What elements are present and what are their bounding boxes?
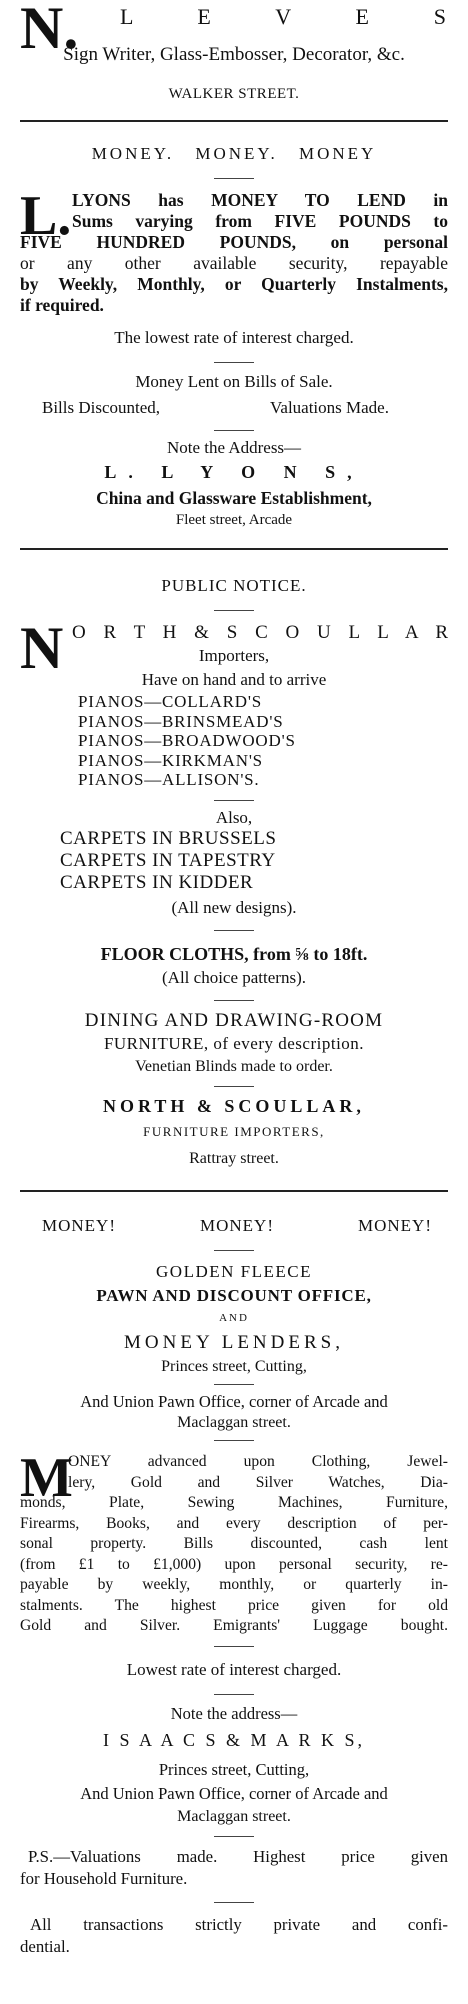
short-rule: [214, 1250, 254, 1251]
drop-cap-initial: L.: [20, 185, 72, 247]
short-rule: [214, 1000, 254, 1001]
short-rule: [214, 1086, 254, 1087]
firm-name: O R T H & S C O U L L A R: [72, 622, 448, 643]
establishment: China and Glassware Establishment,: [96, 488, 372, 508]
paragraph-line: Firearms, Books, and every description of per-: [20, 1514, 448, 1532]
short-rule: [214, 362, 254, 363]
money-lenders: MONEY LENDERS,: [124, 1332, 344, 1353]
bills-discounted: Bills Discounted,: [42, 398, 161, 417]
section-divider: [20, 548, 448, 550]
bills-of-sale: Money Lent on Bills of Sale.: [135, 372, 333, 391]
paragraph-line: by Weekly, Monthly, or Quarterly Instalments,: [20, 274, 448, 294]
lending-paragraph: [20, 185, 448, 316]
paragraph-line: Gold and Silver. Emigrants' Luggage bought.: [20, 1617, 448, 1634]
postscript: [20, 1846, 448, 1890]
short-rule: [214, 1694, 254, 1695]
ad-heading: MONEY. MONEY. MONEY: [91, 144, 377, 163]
union-pawn: And Union Pawn Office, corner of Arcade and: [80, 1784, 388, 1803]
firm-name: I S A A C S & M A R K S,: [102, 1730, 366, 1750]
paragraph-line: ONEY advanced upon Clothing, Jewel-: [68, 1453, 448, 1470]
piano-item: PIANOS—ALLISON'S.: [78, 770, 260, 789]
short-rule: [214, 1836, 254, 1837]
maclaggan-street: Maclaggan street.: [177, 1414, 291, 1431]
section-divider: [20, 120, 448, 122]
ad-heading: PUBLIC NOTICE.: [161, 576, 307, 595]
section-divider: [20, 1190, 448, 1192]
dining-line: DINING AND DRAWING-ROOM: [84, 1010, 384, 1031]
transactions-note: [20, 1914, 448, 1958]
furniture-importers: FURNITURE IMPORTERS,: [143, 1124, 325, 1139]
choice-patterns: (All choice patterns).: [162, 968, 306, 987]
union-pawn: And Union Pawn Office, corner of Arcade and: [80, 1392, 388, 1411]
pawn-office: PAWN AND DISCOUNT OFFICE,: [96, 1286, 372, 1305]
advertiser-name: L. L Y O N S,: [104, 462, 364, 482]
short-rule: [214, 800, 254, 801]
piano-item: PIANOS—KIRKMAN'S: [78, 750, 263, 770]
paragraph-line: FIVE HUNDRED POUNDS, on personal: [20, 232, 448, 252]
paragraph-line: payable by weekly, monthly, or quarterly in-: [20, 1576, 448, 1593]
advances-paragraph: [20, 1447, 448, 1637]
drop-cap-initial: M: [20, 1447, 73, 1509]
and-line: AND: [219, 1312, 249, 1324]
paragraph-line: Sums varying from FIVE POUNDS to: [72, 211, 448, 231]
paragraph-line: P.S.—Valuations made. Highest price given: [28, 1847, 448, 1866]
floor-cloths: FLOOR CLOTHS, from ⅝ to 18ft.: [100, 944, 368, 964]
advertiser-name: L E V E S: [120, 4, 460, 29]
carpets-list: [60, 828, 400, 894]
paragraph-line: (from £1 to £1,000) upon personal security, re-: [20, 1555, 448, 1573]
paragraph-line: or any other available security, repayable: [20, 253, 448, 273]
heading-word: MONEY!: [200, 1216, 274, 1235]
paragraph-line: dential.: [20, 1937, 70, 1956]
piano-item: PIANOS—BRINSMEAD'S: [78, 711, 284, 731]
rate-note: Lowest rate of interest charged.: [126, 1660, 342, 1679]
pianos-list: [78, 692, 378, 790]
short-rule: [214, 430, 254, 431]
street-address: Fleet street, Arcade: [175, 512, 293, 528]
short-rule: [214, 1902, 254, 1903]
piano-item: PIANOS—COLLARD'S: [78, 692, 262, 711]
importers: Importers,: [198, 646, 270, 665]
golden-fleece: GOLDEN FLEECE: [156, 1262, 312, 1281]
carpet-item: CARPETS IN BRUSSELS: [60, 828, 277, 849]
firm-name: NORTH & SCOULLAR,: [103, 1096, 365, 1116]
paragraph-line: lery, Gold and Silver Watches, Dia-: [68, 1473, 448, 1491]
piano-item: PIANOS—BROADWOOD'S: [78, 731, 296, 750]
paragraph-line: LYONS has MONEY TO LEND in: [72, 190, 448, 210]
paragraph-line: sonal property. Bills discounted, cash lent: [20, 1535, 448, 1552]
drop-cap-initial: N: [20, 615, 64, 681]
note-address: Note the address—: [170, 1704, 298, 1723]
rate-note: The lowest rate of interest charged.: [114, 328, 354, 347]
new-designs: (All new designs).: [171, 898, 297, 917]
paragraph-line: stalments. The highest price given for old: [20, 1596, 448, 1614]
short-rule: [214, 178, 254, 179]
paragraph-line: if required.: [20, 295, 104, 315]
carpet-item: CARPETS IN TAPESTRY: [60, 850, 276, 871]
also-line: Also,: [215, 808, 253, 827]
carpet-item: CARPETS IN KIDDER: [60, 872, 254, 893]
street-address: Rattray street.: [189, 1150, 279, 1167]
heading-word: MONEY!: [42, 1216, 116, 1235]
valuations-made: Valuations Made.: [270, 398, 389, 417]
short-rule: [214, 610, 254, 611]
arrive-line: Have on hand and to arrive: [141, 670, 327, 689]
address-line: WALKER STREET.: [168, 86, 300, 102]
maclaggan-street: Maclaggan street.: [177, 1808, 291, 1825]
short-rule: [214, 930, 254, 931]
short-rule: [214, 1440, 254, 1441]
trade-line: Sign Writer, Glass-Embosser, Decorator, &c.: [63, 44, 405, 65]
note-address: Note the Address—: [166, 438, 302, 457]
paragraph-line: for Household Furniture.: [20, 1869, 188, 1888]
paragraph-line: monds, Plate, Sewing Machines, Furniture,: [20, 1494, 448, 1511]
short-rule: [214, 1646, 254, 1647]
furniture-line: FURNITURE, of every description.: [103, 1034, 365, 1053]
drop-cap-initial: N.: [20, 0, 79, 61]
paragraph-line: All transactions strictly private and confi-: [30, 1915, 448, 1934]
ad-heading: [42, 1216, 432, 1236]
heading-word: MONEY!: [358, 1216, 432, 1235]
blinds-line: Venetian Blinds made to order.: [135, 1058, 333, 1075]
short-rule: [214, 1384, 254, 1385]
princes-street: Princes street, Cutting,: [161, 1358, 307, 1375]
princes-street: Princes street, Cutting,: [158, 1760, 310, 1779]
